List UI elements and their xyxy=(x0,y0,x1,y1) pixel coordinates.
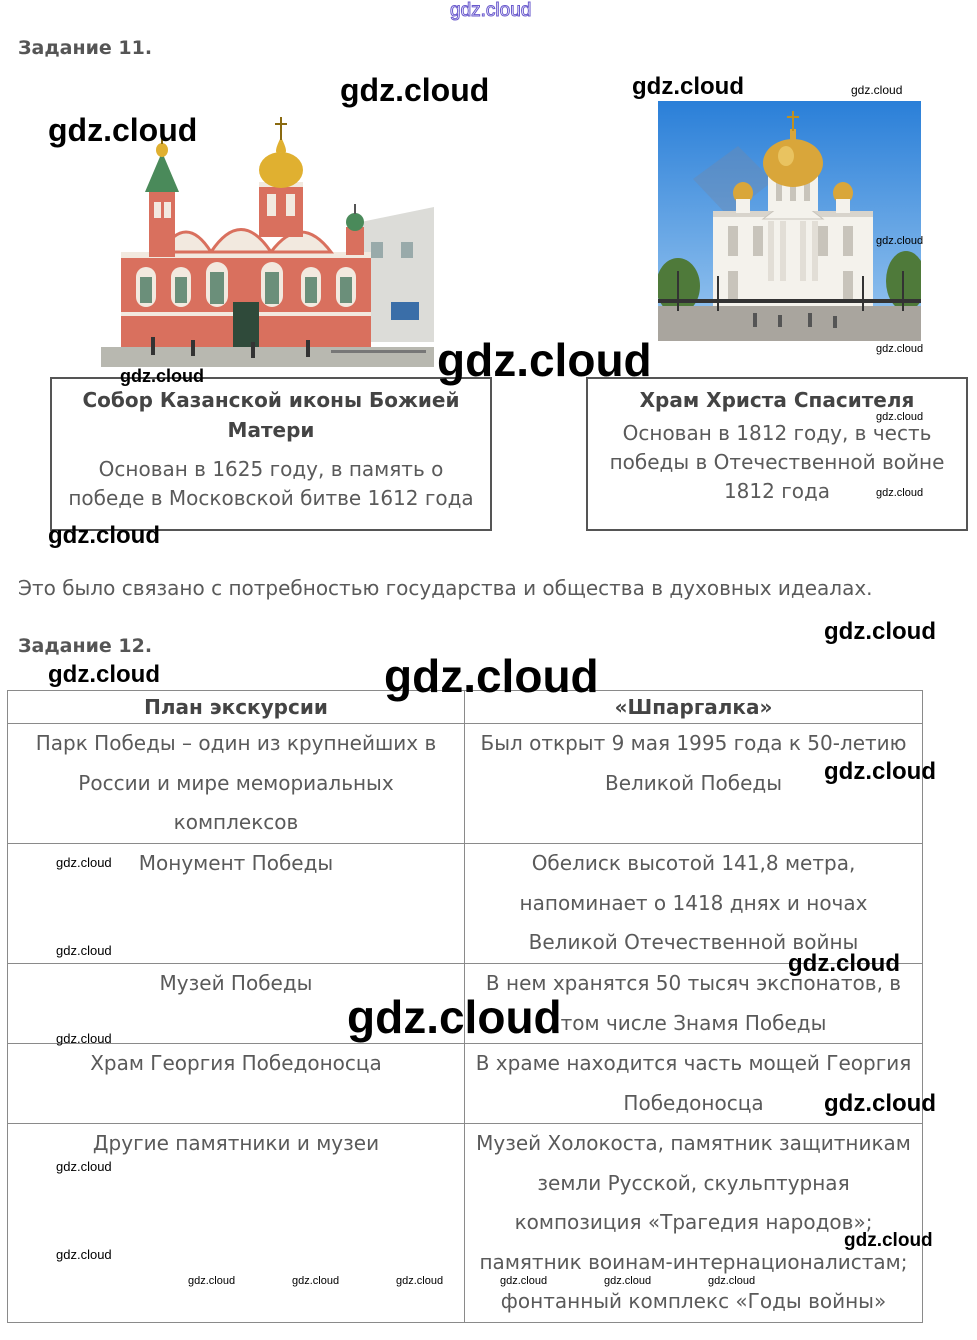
kazan-cathedral-text: Основан в 1625 году, в память о победе в Московской битве 1612 года xyxy=(68,457,474,510)
task-11-conclusion: Это было связано с потребностью государства и общества в духовных идеалах. xyxy=(18,576,873,600)
table-cell-note: Музей Холокоста, памятник защитникам земли Русской, скульптурная композиция «Трагедия народов»; памятник воинам-интернационалистам; фонтанный комплекс «Годы войны» xyxy=(465,1124,923,1323)
watermark: gdz.cloud xyxy=(708,1275,756,1287)
watermark: gdz.cloud xyxy=(56,1031,112,1046)
watermark: gdz.cloud xyxy=(788,950,900,977)
table-cell-note: Был открыт 9 мая 1995 года к 50-летию Великой Победы xyxy=(465,724,923,844)
watermark: gdz.cloud xyxy=(876,343,924,355)
table-cell-note: В нем хранятся 50 тысяч экспонатов, в том числе Знамя Победы xyxy=(465,964,923,1044)
task-12-heading: Задание 12. xyxy=(18,635,153,657)
watermark: gdz.cloud xyxy=(824,618,936,645)
watermark: gdz.cloud xyxy=(844,1230,933,1251)
watermark: gdz.cloud xyxy=(56,943,112,958)
watermark: gdz.cloud xyxy=(876,235,924,247)
task-11-heading: Задание 11. xyxy=(18,37,153,59)
table-row xyxy=(8,724,923,844)
watermark: gdz.cloud xyxy=(347,991,562,1043)
watermark: gdz.cloud xyxy=(56,1159,112,1174)
table-row xyxy=(8,844,923,964)
kazan-cathedral-title: Собор Казанской иконы Божией Матери xyxy=(82,388,460,442)
watermark: gdz.cloud xyxy=(340,72,490,108)
watermark: gdz.cloud xyxy=(120,366,204,386)
watermark: gdz.cloud xyxy=(384,650,599,702)
watermark: gdz.cloud xyxy=(876,487,924,499)
watermark: gdz.cloud xyxy=(604,1275,652,1287)
table-cell-note: В храме находится часть мощей Георгия Победоносца xyxy=(465,1044,923,1124)
watermark: gdz.cloud xyxy=(500,1275,548,1287)
watermark: gdz.cloud xyxy=(56,1247,112,1262)
column-header-cheatsheet: «Шпаргалка» xyxy=(465,691,923,724)
christ-saviour-photo xyxy=(658,101,924,341)
watermark: gdz.cloud xyxy=(632,73,744,100)
table-cell-plan: Парк Победы – один из крупнейших в России и мире мемориальных комплексов xyxy=(8,724,465,844)
watermark: gdz.cloud xyxy=(851,83,903,97)
watermark: gdz.cloud xyxy=(824,1090,936,1117)
column-header-plan: План экскурсии xyxy=(8,691,465,724)
christ-saviour-title: Храм Христа Спасителя xyxy=(639,388,915,412)
watermark: gdz.cloud xyxy=(48,112,198,148)
table-row xyxy=(8,1124,923,1323)
watermark: gdz.cloud xyxy=(437,334,652,386)
watermark: gdz.cloud xyxy=(48,522,160,549)
watermark: gdz.cloud xyxy=(56,855,112,870)
table-row xyxy=(8,1044,923,1124)
watermark: gdz.cloud xyxy=(188,1275,236,1287)
kazan-cathedral-photo xyxy=(101,112,434,367)
watermark: gdz.cloud xyxy=(876,411,924,423)
watermark: gdz.cloud xyxy=(824,758,936,785)
table-cell-note: Обелиск высотой 141,8 метра, напоминает о 1418 днях и ночах Великой Отечественной войны xyxy=(465,844,923,964)
table-cell-plan: Монумент Победы xyxy=(8,844,465,964)
watermark: gdz.cloud xyxy=(396,1275,444,1287)
christ-saviour-card xyxy=(586,377,968,531)
watermark-top: gdz.cloud xyxy=(450,0,532,21)
table-cell-plan: Музей Победы xyxy=(8,964,465,1044)
table-cell-plan: Храм Георгия Победоносца xyxy=(8,1044,465,1124)
watermark: gdz.cloud xyxy=(292,1275,340,1287)
watermark: gdz.cloud xyxy=(48,661,160,688)
table-cell-plan: Другие памятники и музеи xyxy=(8,1124,465,1323)
christ-saviour-text: Основан в 1812 году, в честь победы в Отечественной войне 1812 года xyxy=(609,421,945,503)
kazan-cathedral-card xyxy=(50,377,492,531)
